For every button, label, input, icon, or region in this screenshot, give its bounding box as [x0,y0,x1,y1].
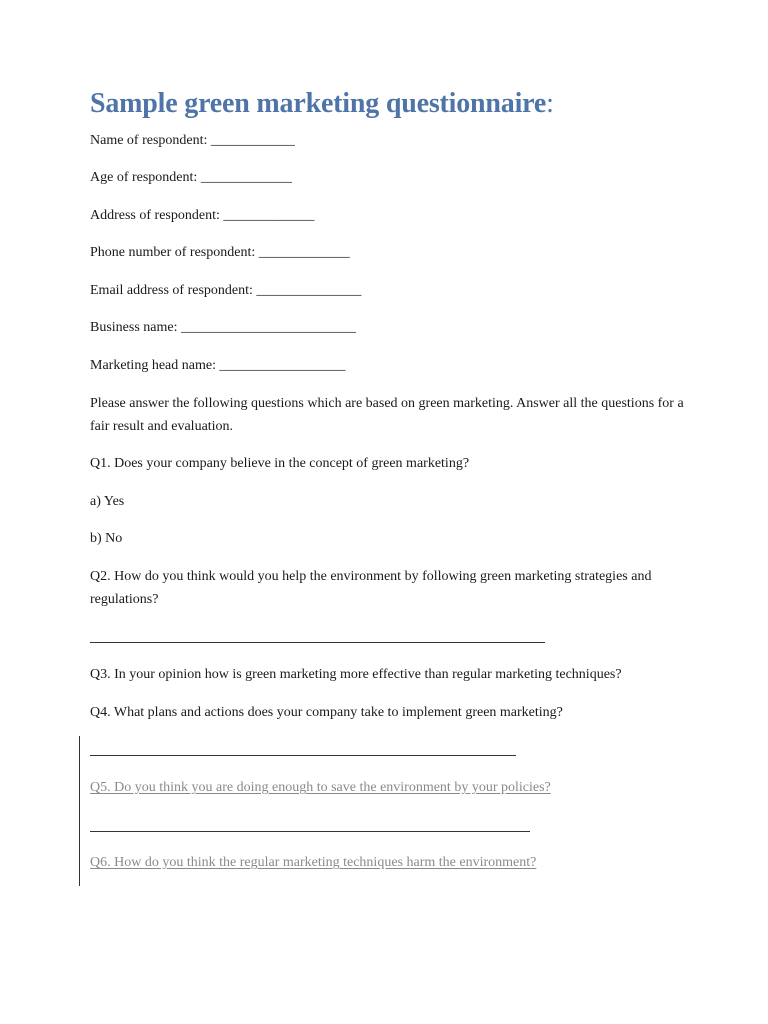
field-label: Phone number of respondent: [90,245,259,260]
field-blank: _______________ [256,283,362,298]
field-blank: _________________________ [181,320,356,335]
answer-line-q5 [90,831,530,832]
field-label: Email address of respondent: [90,283,257,298]
question-3: Q3. In your opinion how is green marketing more effective than regular marketing techniques? [90,667,622,682]
page-title: Sample green marketing questionnaire: [90,88,554,119]
field-label: Business name: [90,320,181,335]
field-name [90,129,295,152]
instructions-text: Please answer the following questions which are based on green marketing. Answer all the questions for a fair result and evaluation. [90,396,684,434]
answer-line-q4 [90,755,516,756]
field-blank: ____________ [210,133,295,148]
answer-line-q2 [90,642,545,643]
field-phone [90,241,350,264]
question-6: Q6. How do you think the regular marketing techniques harm the environment? [90,855,537,870]
field-blank: __________________ [219,358,346,373]
field-label: Marketing head name: [90,358,220,373]
question-1: Q1. Does your company believe in the concept of green marketing? [90,456,470,471]
field-business-name [90,316,356,339]
q1-option-yes: a) Yes [90,494,125,509]
field-email [90,279,361,302]
field-label: Name of respondent: [90,133,211,148]
field-blank: _____________ [200,170,292,185]
field-label: Address of respondent: [90,208,224,223]
field-label: Age of respondent: [90,170,201,185]
question-5: Q5. Do you think you are doing enough to save the environment by your policies? [90,780,551,795]
field-blank: _____________ [223,208,315,223]
question-2: Q2. How do you think would you help the environment by following green marketing strategies and regulations? [90,569,652,607]
field-blank: _____________ [258,245,350,260]
field-marketing-head [90,354,345,377]
q1-option-no: b) No [90,531,123,546]
field-age [90,166,292,189]
question-4: Q4. What plans and actions does your company take to implement green marketing? [90,705,563,720]
change-bar [79,736,80,886]
field-address [90,204,314,227]
